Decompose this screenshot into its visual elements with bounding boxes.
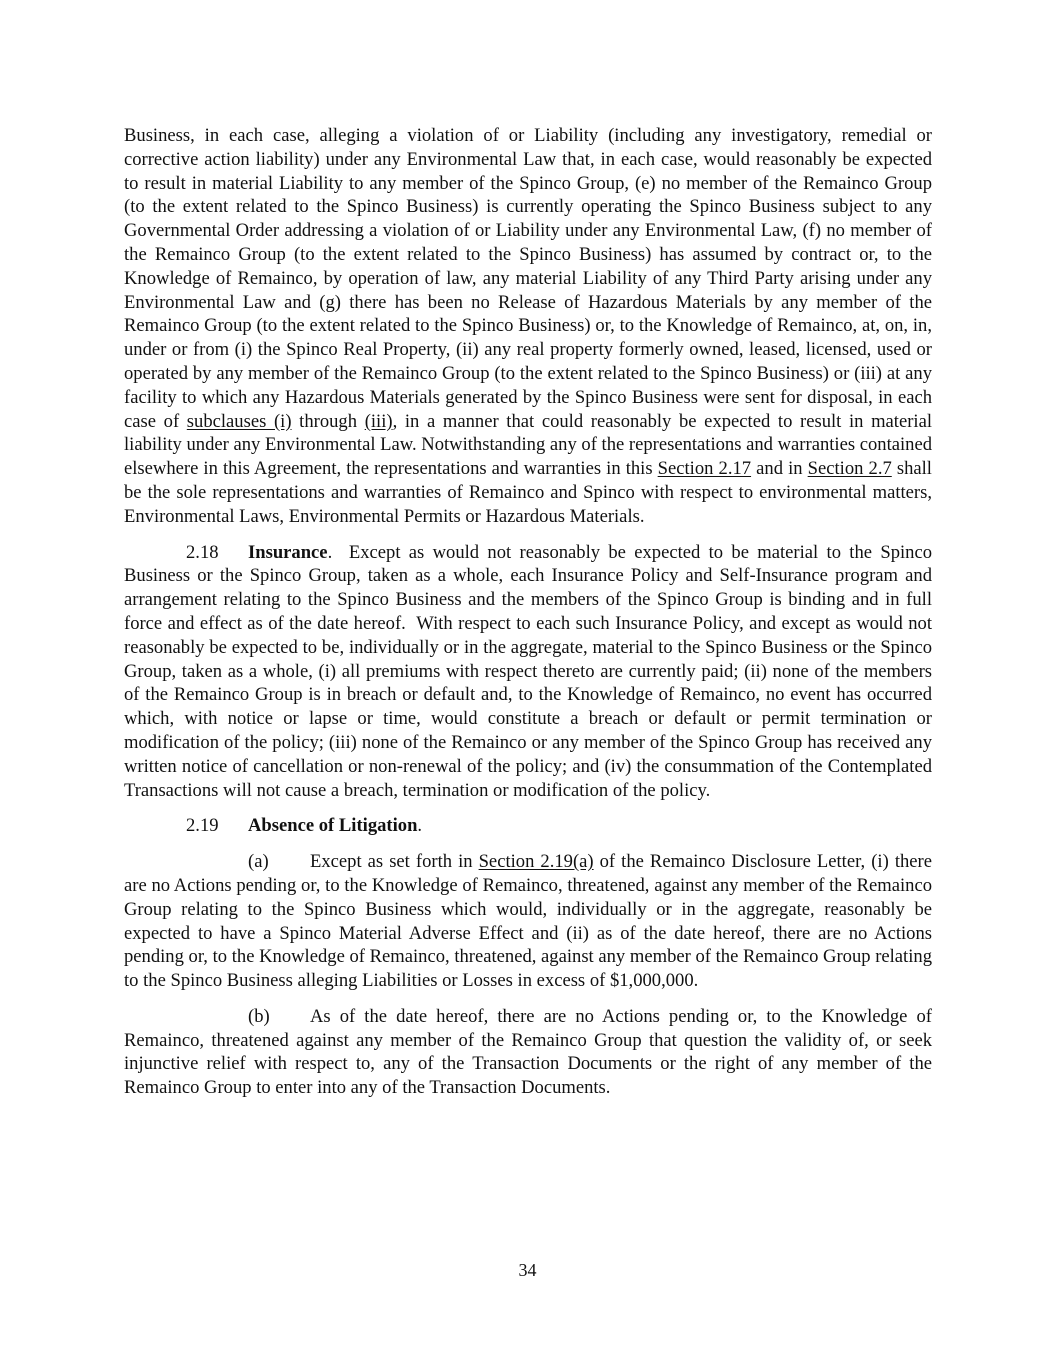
clause-label: (b) bbox=[248, 1005, 270, 1027]
section-2-18-insurance: 2.18 Insurance. Except as would not reasonably be expected to be material to the Spinco Business or the Spinco Group, taken as a whole, each Insurance Policy and Self-Insurance program and arrangement relating to the Spinco Business and the members of the Spinco Group is binding and in full force and effect as of the date hereof. With respect to each such Insurance Policy, and except as would not reasonably be expected to be, individually or in the aggregate, material to the Spinco Business or the Spinco Group, taken as a whole, (i) all premiums with respect thereto are currently paid; (ii) none of the members of the Remainco Group is in breach or default and, to the Knowledge of Remainco, no event has occurred which, with notice or lapse or time, would constitute a breach or default or permit termination or modification of the policy; (iii) none of the Remainco or any member of the Spinco Group has received any written notice of cancellation or non-renewal of the policy; and (iv) the consummation of the Contemplated Transactions will not cause a breach, termination or modification of the policy. bbox=[124, 541, 937, 801]
clause-label: (a) bbox=[248, 851, 269, 873]
section-2-7-reference: Section 2.7 bbox=[807, 458, 892, 480]
section-2-19a-reference: Section 2.19(a) bbox=[478, 851, 594, 873]
subclause-iii-reference: (iii) bbox=[364, 410, 393, 432]
section-number: 2.19 bbox=[186, 815, 219, 837]
section-2-17-reference: Section 2.17 bbox=[657, 458, 752, 480]
environmental-continuation-paragraph: Business, in each case, alleging a violation of or Liability (including any investigatory, remedial or corrective action liability) under any Environmental Law that, in each case, would reasonably be expected to result in material Liability to any member of the Spinco Group, (e) no member of the Remainco Group (to the extent related to the Spinco Business) is currently operating the Spinco Business subject to any Governmental Order addressing a violation of or Liability under any Environmental Law, (f) no member of the Remainco Group (to the extent related to the Spinco Business) has assumed by contract or, to the Knowledge of Remainco, by operation of law, any material Liability of any Third Party arising under any Environmental Law and (g) there has been no Release of Hazardous Materials by any member of the Remainco Group (to the extent related to the Spinco Business) or, to the Knowledge of Remainco, at, on, in, under or from (i) the Spinco Real Property, (ii) any real property formerly owned, leased, licensed, used or operated by any member of the Remainco Group (to the extent related to the Spinco Business) or (iii) at any facility to which any Hazardous Materials generated by the Spinco Business were sent for disposal, in each case of subclauses (i) through (iii), in a manner that could reasonably be expected to result in material liability under any Environmental Law. Notwithstanding any of the representations and warranties contained elsewhere in this Agreement, the representations and warranties in this Section 2.17 and in Section 2.7 shall be the sole representations and warranties of Remainco and Spinco with respect to environmental matters, Environmental Laws, Environmental Permits or Hazardous Materials. bbox=[124, 125, 933, 527]
page-number: 34 bbox=[518, 1260, 537, 1280]
section-number: 2.18 bbox=[186, 541, 219, 563]
subclause-i-reference: subclauses (i) bbox=[186, 410, 292, 432]
section-title: Absence of Litigation bbox=[248, 815, 418, 837]
section-title: Insurance bbox=[248, 541, 328, 563]
section-2-19-heading: 2.19 Absence of Litigation. bbox=[186, 815, 423, 837]
document-page bbox=[124, 124, 937, 1100]
section-2-19-a: (a) Except as set forth in Section 2.19(a) of the Remainco Disclosure Letter, (i) there are no Actions pending or, to the Knowledge of Remainco, threatened, against any member of the Remainco Group relating to the Spinco Business which would, individually or in the aggregate, reasonably be expected to have a Spinco Material Adverse Effect and (ii) as of the date hereof, there are no Actions pending or, to the Knowledge of Remainco, threatened, against any member of the Remainco Group relating to the Spinco Business alleging Liabilities or Losses in excess of $1,000,000. bbox=[124, 851, 932, 992]
section-2-19-b: (b) As of the date hereof, there are no Actions pending or, to the Knowledge of Remainco, threatened against any member of the Remainco Group that question the validity of, or seek injunctive relief with respect to, any of the Transaction Documents or the right of any member of the Remainco Group to enter into any of the Transaction Documents. bbox=[124, 1005, 932, 1099]
